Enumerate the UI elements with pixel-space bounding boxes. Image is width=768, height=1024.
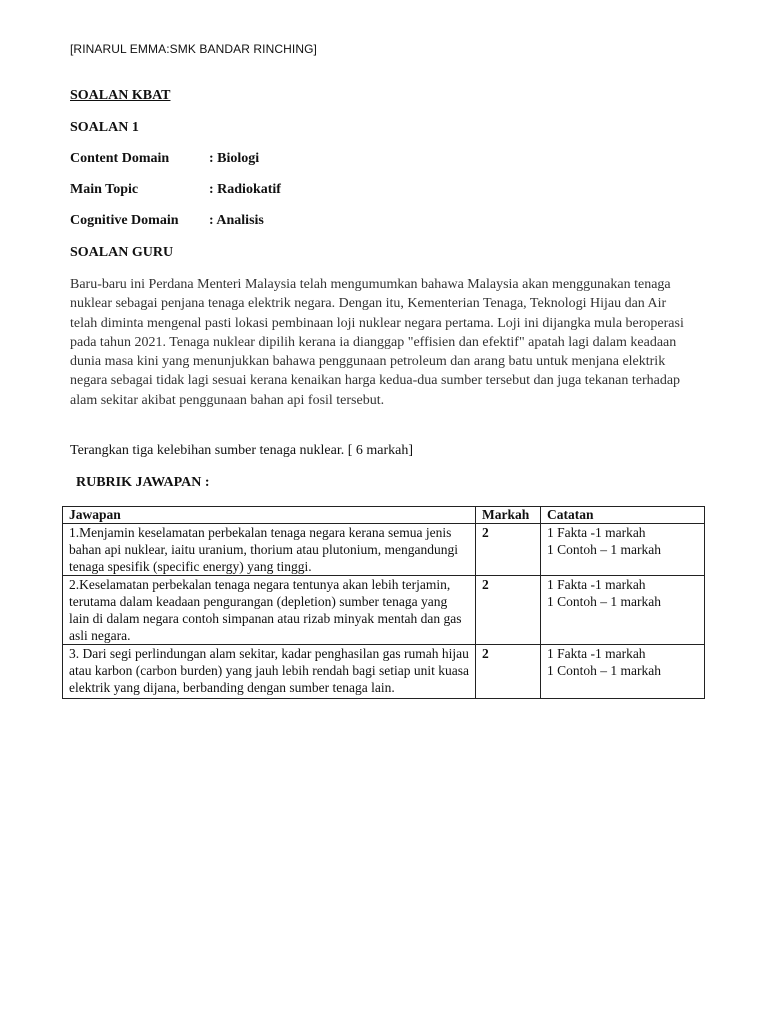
meta-label: Main Topic (70, 182, 139, 197)
column-header-note: Catatan (540, 507, 704, 524)
table-row (63, 524, 705, 576)
column-header-mark: Markah (476, 507, 541, 524)
note-example: 1 Contoh – 1 markah (546, 594, 661, 609)
note-example: 1 Contoh – 1 markah (546, 663, 661, 678)
rubric-title: RUBRIK JAWAPAN : (76, 475, 210, 490)
answer-cell (63, 645, 476, 699)
note-cell (540, 645, 704, 699)
meta-label: Cognitive Domain (70, 213, 179, 228)
rubric-table (62, 506, 705, 699)
meta-value: : Analisis (209, 213, 264, 228)
question-passage: Baru-baru ini Perdana Menteri Malaysia telah mengumumkan bahawa Malaysia akan menggunakan tenaga nuklear sebagai penjana tenaga elektrik negara. Dengan itu, Kementerian Tenaga, Teknologi Hijau dan Air telah diminta mengenal pasti lokasi pembinaan loji nuklear negara pertama. Loji ini dijangka mula beroperasi pada tahun 2021. Tenaga nuklear dipilih kerana ia dianggap "effisien dan efektif" apatah lagi dalam keadaan dunia masa kini yang menunjukkan bahawa penggunaan petroleum dan arang batu untuk menjana elektrik negara sebagai tidak lagi sesuai kerana kenaikan harga kedua-dua sumber tersebut dan juga tekanan terhadap alam sekitar akibat penggunaan bahan api fosil tersebut. (70, 277, 684, 408)
mark-cell: 2 (476, 524, 541, 576)
note-cell (540, 524, 704, 576)
meta-value: : Radiokatif (209, 182, 281, 197)
answer-cell (63, 524, 476, 576)
answer-text: 2.Keselamatan perbekalan tenaga negara tentunya akan lebih terjamin, terutama dalam keadaan pengurangan (depletion) sumber tenaga yang lain di dalam negara contoh simpanan atau rizab minyak mentah dan gas asli negara. (69, 577, 462, 643)
meta-content-domain (70, 151, 259, 167)
note-cell (540, 576, 704, 645)
table-row (63, 645, 705, 699)
question-text: Terangkan tiga kelebihan sumber tenaga nuklear. [ 6 markah] (70, 443, 414, 458)
mark-cell: 2 (476, 576, 541, 645)
answer-text: 1.Menjamin keselamatan perbekalan tenaga negara kerana semua jenis bahan api nuklear, iaitu uranium, thorium atau plutonium, mengandungi tenaga spesifik (specific energy) yang tinggi. (69, 525, 458, 574)
mark-cell: 2 (476, 645, 541, 699)
meta-label: Content Domain (70, 151, 170, 166)
page-header: [RINARUL EMMA:SMK BANDAR RINCHING] (70, 42, 317, 56)
note-example: 1 Contoh – 1 markah (546, 542, 661, 557)
note-fact: 1 Fakta -1 markah (546, 646, 646, 661)
column-header-answer: Jawapan (63, 507, 476, 524)
page-title: SOALAN KBAT (70, 88, 171, 103)
answer-text: 3. Dari segi perlindungan alam sekitar, kadar penghasilan gas rumah hijau atau karbon (carbon burden) yang jauh lebih rendah bagi setiap unit kuasa elektrik yang dijana, berbanding dengan sumber tenaga lain. (69, 646, 469, 695)
table-header-row (63, 507, 705, 524)
note-fact: 1 Fakta -1 markah (546, 525, 646, 540)
answer-cell (63, 576, 476, 645)
meta-cognitive-domain (70, 213, 264, 229)
meta-main-topic (70, 182, 281, 198)
meta-value: : Biologi (209, 151, 260, 166)
note-fact: 1 Fakta -1 markah (546, 577, 646, 592)
section-heading: SOALAN GURU (70, 245, 174, 260)
question-number: SOALAN 1 (70, 120, 139, 135)
table-row (63, 576, 705, 645)
